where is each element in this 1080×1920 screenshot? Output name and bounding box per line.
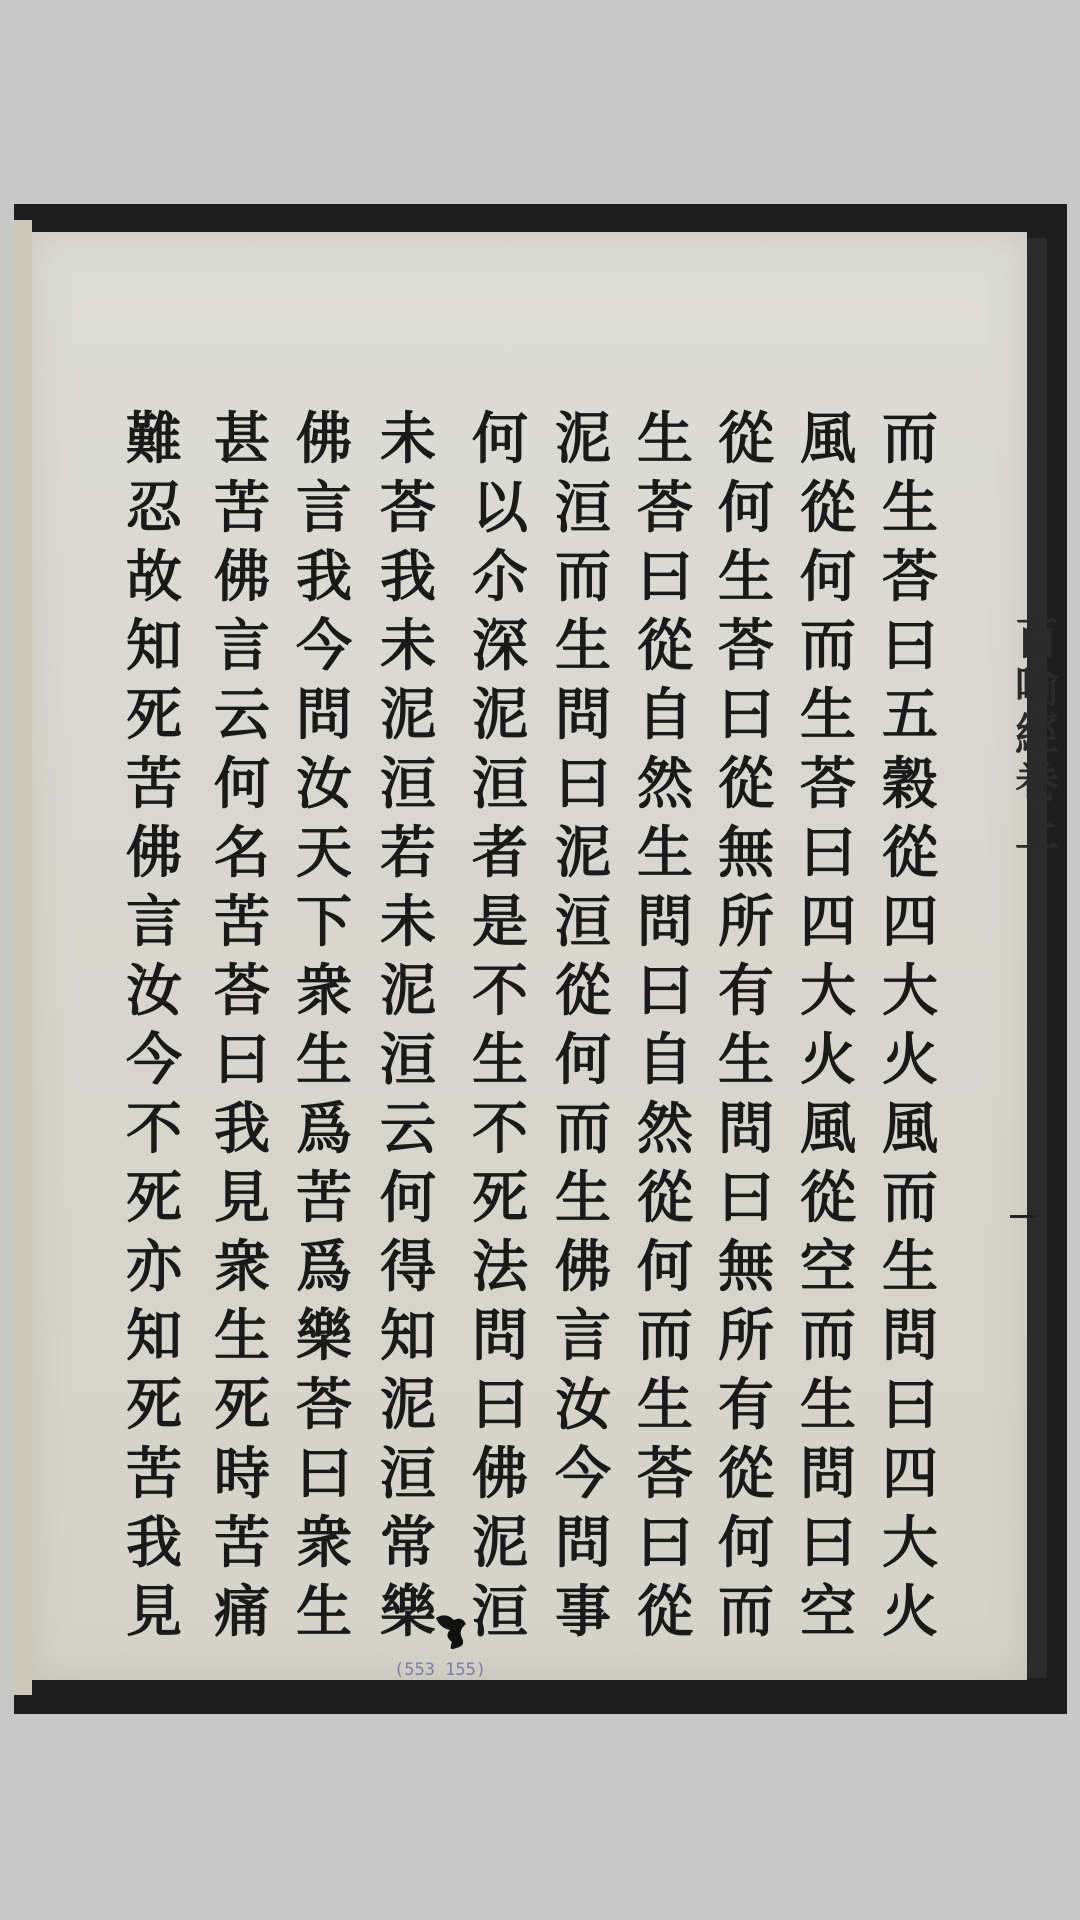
glyph: 荅 (718, 613, 774, 679)
margin-mark (1010, 1215, 1038, 1218)
text-column-4 (630, 405, 700, 1647)
glyph: 天 (296, 820, 352, 886)
glyph: 曰 (555, 751, 611, 817)
glyph: 何 (718, 1510, 774, 1576)
glyph: 問 (555, 1510, 611, 1576)
glyph: 未 (380, 406, 436, 472)
glyph: 荅 (296, 1372, 352, 1438)
glyph: 荅 (637, 475, 693, 541)
glyph: 死 (126, 1372, 182, 1438)
text-column-7 (373, 405, 443, 1647)
glyph: 荅 (214, 958, 270, 1024)
glyph: 爲 (296, 1234, 352, 1300)
glyph: 佛 (555, 1234, 611, 1300)
glyph: 從 (718, 406, 774, 472)
glyph: 荅 (800, 751, 856, 817)
glyph: 空 (800, 1579, 856, 1645)
glyph: 然 (637, 1096, 693, 1162)
glyph: 不 (472, 958, 528, 1024)
glyph: 生 (800, 1372, 856, 1438)
glyph: 曰 (800, 1510, 856, 1576)
glyph: 今 (126, 1027, 182, 1093)
glyph: 從 (882, 820, 938, 886)
glyph: 知 (126, 1303, 182, 1369)
glyph: 死 (126, 682, 182, 748)
glyph: 我 (214, 1096, 270, 1162)
glyph: 生 (555, 1165, 611, 1231)
glyph: 佛 (472, 1441, 528, 1507)
glyph: 洹 (380, 1027, 436, 1093)
glyph: 問 (800, 1441, 856, 1507)
margin-title: 百喻經卷上 (1007, 615, 1058, 855)
glyph: 風 (882, 1096, 938, 1162)
glyph: 何 (472, 406, 528, 472)
glyph: 而 (555, 1096, 611, 1162)
glyph: 今 (296, 613, 352, 679)
glyph: 汝 (126, 958, 182, 1024)
glyph: 從 (800, 475, 856, 541)
glyph: 而 (882, 1165, 938, 1231)
glyph: 大 (882, 958, 938, 1024)
glyph: 穀 (882, 751, 938, 817)
glyph: 曰 (882, 1372, 938, 1438)
glyph: 然 (637, 751, 693, 817)
glyph: 死 (126, 1165, 182, 1231)
glyph: 名 (214, 820, 270, 886)
glyph: 所 (718, 889, 774, 955)
glyph: 言 (555, 1303, 611, 1369)
page-edge-right (1027, 238, 1047, 1678)
glyph: 曰 (882, 613, 938, 679)
glyph: 自 (637, 682, 693, 748)
glyph: 從 (637, 1165, 693, 1231)
glyph: 荅 (637, 1441, 693, 1507)
glyph: 何 (214, 751, 270, 817)
glyph: 生 (637, 820, 693, 886)
glyph: 從 (637, 613, 693, 679)
glyph: 風 (800, 406, 856, 472)
glyph: 知 (126, 613, 182, 679)
glyph: 無 (718, 820, 774, 886)
glyph: 泥 (380, 682, 436, 748)
glyph: 得 (380, 1234, 436, 1300)
glyph: 空 (800, 1234, 856, 1300)
glyph: 生 (214, 1303, 270, 1369)
glyph: 不 (472, 1096, 528, 1162)
glyph: 云 (380, 1096, 436, 1162)
glyph: 不 (126, 1096, 182, 1162)
text-column-2 (793, 405, 863, 1647)
text-column-1 (875, 405, 945, 1647)
glyph: 時 (214, 1441, 270, 1507)
glyph: 而 (555, 544, 611, 610)
glyph: 生 (718, 1027, 774, 1093)
glyph: 有 (718, 1372, 774, 1438)
glyph: 言 (296, 475, 352, 541)
glyph: 生 (800, 682, 856, 748)
glyph: 泥 (472, 1510, 528, 1576)
text-column-8 (289, 405, 359, 1647)
glyph: 洹 (380, 1441, 436, 1507)
text-column-10 (119, 405, 189, 1647)
glyph: 曰 (718, 1165, 774, 1231)
glyph: 洹 (472, 1579, 528, 1645)
glyph: 未 (380, 613, 436, 679)
glyph: 四 (882, 1441, 938, 1507)
ink-blot (432, 1612, 470, 1652)
glyph: 忍 (126, 475, 182, 541)
glyph: 而 (800, 1303, 856, 1369)
glyph: 而 (637, 1303, 693, 1369)
catalog-stamp: (553 155) (394, 1660, 487, 1680)
glyph: 洹 (472, 751, 528, 817)
glyph: 曰 (296, 1441, 352, 1507)
text-column-3 (711, 405, 781, 1647)
glyph: 苦 (126, 1441, 182, 1507)
glyph: 衆 (214, 1234, 270, 1300)
glyph: 何 (555, 1027, 611, 1093)
glyph: 何 (380, 1165, 436, 1231)
glyph: 洹 (380, 751, 436, 817)
glyph: 從 (800, 1165, 856, 1231)
glyph: 洹 (555, 475, 611, 541)
glyph: 泥 (555, 820, 611, 886)
glyph: 生 (472, 1027, 528, 1093)
glyph: 從 (718, 751, 774, 817)
glyph: 苦 (214, 475, 270, 541)
glyph: 言 (126, 889, 182, 955)
glyph: 火 (882, 1579, 938, 1645)
glyph: 事 (555, 1579, 611, 1645)
glyph: 汝 (555, 1372, 611, 1438)
glyph: 爲 (296, 1096, 352, 1162)
glyph: 常 (380, 1510, 436, 1576)
glyph: 苦 (214, 889, 270, 955)
glyph: 何 (718, 475, 774, 541)
glyph: 問 (882, 1303, 938, 1369)
glyph: 佛 (296, 406, 352, 472)
glyph: 曰 (800, 820, 856, 886)
text-column-5 (548, 405, 618, 1647)
glyph: 言 (214, 613, 270, 679)
glyph: 自 (637, 1027, 693, 1093)
glyph: 大 (800, 958, 856, 1024)
glyph: 火 (882, 1027, 938, 1093)
glyph: 衆 (296, 1510, 352, 1576)
glyph: 佛 (214, 544, 270, 610)
glyph: 衆 (296, 958, 352, 1024)
glyph: 今 (555, 1441, 611, 1507)
glyph: 見 (214, 1165, 270, 1231)
glyph: 所 (718, 1303, 774, 1369)
glyph: 從 (637, 1579, 693, 1645)
glyph: 生 (882, 1234, 938, 1300)
glyph: 生 (637, 1372, 693, 1438)
glyph: 亦 (126, 1234, 182, 1300)
glyph: 難 (126, 406, 182, 472)
glyph: 曰 (718, 682, 774, 748)
glyph: 樂 (296, 1303, 352, 1369)
glyph: 未 (380, 889, 436, 955)
glyph: 佛 (126, 820, 182, 886)
glyph: 四 (882, 889, 938, 955)
glyph: 而 (800, 613, 856, 679)
glyph: 云 (214, 682, 270, 748)
glyph: 苦 (214, 1510, 270, 1576)
glyph: 問 (637, 889, 693, 955)
glyph: 問 (718, 1096, 774, 1162)
glyph: 生 (718, 544, 774, 610)
text-column-9 (207, 405, 277, 1647)
glyph: 五 (882, 682, 938, 748)
glyph: 我 (126, 1510, 182, 1576)
page-edge-left (14, 220, 32, 1695)
glyph: 泥 (555, 406, 611, 472)
glyph: 我 (380, 544, 436, 610)
glyph: 大 (882, 1510, 938, 1576)
glyph: 從 (555, 958, 611, 1024)
glyph: 四 (800, 889, 856, 955)
glyph: 何 (637, 1234, 693, 1300)
glyph: 風 (800, 1096, 856, 1162)
glyph: 甚 (214, 406, 270, 472)
glyph: 樂 (380, 1579, 436, 1645)
glyph: 泥 (380, 958, 436, 1024)
glyph: 泥 (472, 682, 528, 748)
glyph: 有 (718, 958, 774, 1024)
glyph: 曰 (637, 958, 693, 1024)
glyph: 從 (718, 1441, 774, 1507)
glyph: 是 (472, 889, 528, 955)
glyph: 知 (380, 1303, 436, 1369)
glyph: 法 (472, 1234, 528, 1300)
glyph: 痛 (214, 1579, 270, 1645)
text-column-6 (465, 405, 535, 1647)
glyph: 火 (800, 1027, 856, 1093)
glyph: 生 (555, 613, 611, 679)
glyph: 荅 (380, 475, 436, 541)
glyph: 我 (296, 544, 352, 610)
glyph: 故 (126, 544, 182, 610)
glyph: 荅 (882, 544, 938, 610)
glyph: 而 (718, 1579, 774, 1645)
glyph: 生 (296, 1027, 352, 1093)
glyph: 無 (718, 1234, 774, 1300)
glyph: 以 (472, 475, 528, 541)
glyph: 問 (472, 1303, 528, 1369)
glyph: 何 (800, 544, 856, 610)
glyph: 泥 (380, 1372, 436, 1438)
glyph: 深 (472, 613, 528, 679)
glyph: 下 (296, 889, 352, 955)
glyph: 苦 (126, 751, 182, 817)
glyph: 生 (296, 1579, 352, 1645)
glyph: 汝 (296, 751, 352, 817)
glyph: 而 (882, 406, 938, 472)
glyph: 若 (380, 820, 436, 886)
glyph: 苦 (296, 1165, 352, 1231)
glyph: 者 (472, 820, 528, 886)
glyph: 死 (214, 1372, 270, 1438)
glyph: 曰 (637, 1510, 693, 1576)
glyph: 問 (555, 682, 611, 748)
glyph: 尒 (472, 544, 528, 610)
glyph: 見 (126, 1579, 182, 1645)
glyph: 洹 (555, 889, 611, 955)
glyph: 問 (296, 682, 352, 748)
glyph: 曰 (472, 1372, 528, 1438)
glyph: 曰 (214, 1027, 270, 1093)
glyph: 生 (637, 406, 693, 472)
glyph: 曰 (637, 544, 693, 610)
glyph: 死 (472, 1165, 528, 1231)
glyph: 生 (882, 475, 938, 541)
